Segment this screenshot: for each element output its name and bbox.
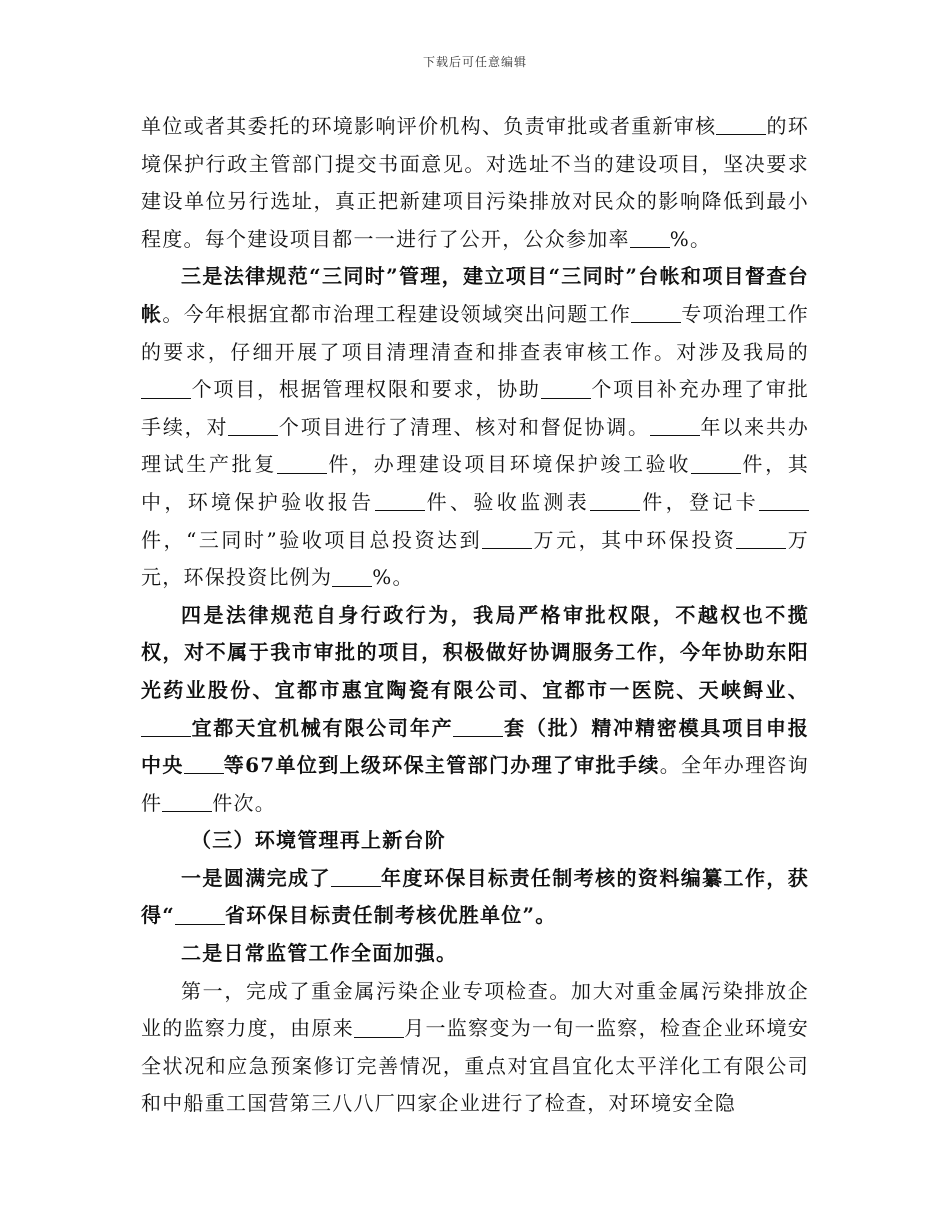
fill-in-blank <box>184 752 224 774</box>
paragraph-5-text: 一是圆满完成了 <box>181 865 331 890</box>
fill-in-blank <box>354 1016 404 1038</box>
section-heading: （三）环境管理再上新台阶 <box>191 828 446 853</box>
paragraph-2-text: 个项目，根据管理权限和要求，协助 <box>191 377 541 402</box>
paragraph-2-text: 专项治理工作的要求，仔细开展了项目清理清查和排查表审核工作。对涉及我局的 <box>141 301 810 364</box>
paragraph-2-text: 件，办理建设项目环境保护竣工验收 <box>326 452 692 477</box>
paragraph-3-bold-text: 四是法律规范自身行政行为，我局严格审批权限，不越权也不揽权，对不属于我市审批的项目，积极做好协调服务工作，今年协助东阳光药业股份、宜都市惠宜陶瓷有限公司、宜都市一医院、天峡鲟业、 <box>141 602 809 702</box>
fill-in-blank <box>175 903 225 925</box>
fill-in-blank <box>162 790 212 812</box>
paragraph-3-bold-text: 宜都天宜机械有限公司年产 <box>191 715 454 740</box>
fill-in-blank <box>631 301 681 323</box>
fill-in-blank <box>541 377 591 399</box>
fill-in-blank <box>590 489 640 511</box>
paragraph-2-text: 件，登记卡 <box>640 489 760 514</box>
fill-in-blank <box>482 527 532 549</box>
paragraph-1-text-c: %。 <box>669 226 712 251</box>
fill-in-blank <box>650 414 700 436</box>
fill-in-blank <box>228 414 278 436</box>
paragraph-3 <box>141 597 809 823</box>
fill-in-blank <box>375 489 425 511</box>
paragraph-6: 二是日常监管工作全面加强。 <box>181 941 458 966</box>
fill-in-blank <box>630 226 670 248</box>
paragraph-5-text: 省环保目标责任制考核优胜单位”。 <box>225 903 557 928</box>
paragraph-1-text-a: 单位或者其委托的环境影响评价机构、负责审批或者重新审核 <box>141 114 717 138</box>
paragraph-3-text: 件次。 <box>212 790 276 815</box>
fill-in-blank <box>453 715 503 737</box>
paragraph-2-text: 。今年根据宜都市治理工程建设领域突出问题工作 <box>162 301 632 326</box>
paragraph-2-text: %。 <box>372 565 414 590</box>
paragraph-2-text: 年以来共办理试生产批复 <box>141 414 810 477</box>
paragraph-7 <box>141 973 809 1123</box>
paragraph-5 <box>141 860 809 935</box>
paragraph-2-text: 件、验收监测表 <box>424 489 591 514</box>
paragraph-2-text: 个项目进行了清理、核对和督促协调。 <box>278 414 650 439</box>
fill-in-blank <box>759 489 809 511</box>
paragraph-1 <box>141 108 809 258</box>
paragraph-2-text: 万元，环保投资比例为 <box>141 527 810 590</box>
paragraph-3-text: 。全年办理咨询件 <box>141 753 810 815</box>
paragraph-3-bold-text: 等67单位到上级环保主管部门办理了审批手续 <box>223 753 660 778</box>
fill-in-blank <box>691 452 741 474</box>
page-header-note: 下载后可任意编辑 <box>422 55 527 69</box>
paragraph-3-bold-text: 套（批）精冲精密模具项目申报中央 <box>141 715 810 778</box>
paragraph-2-text: 件，“三同时”验收项目总投资达到 <box>141 527 483 552</box>
paragraph-1-text-b: 的环境保护行政主管部门提交书面意见。对选址不当的建设项目，坚决要求建设单位另行选址，真正把新建项目污染排放对民众的影响降低到最小程度。每个建设项目都一一进行了公开，公众参加率 <box>141 114 810 251</box>
fill-in-blank <box>331 865 381 887</box>
fill-in-blank <box>277 452 327 474</box>
paragraph-7-text: 月一监察变为一旬一监察，检查企业环境安全状况和应急预案修订完善情况，重点对宜昌宜化太平洋化工有限公司和中船重工国营第三八八厂四家企业进行了检查，对环境安全隐 <box>141 1016 810 1116</box>
fill-in-blank <box>141 377 191 399</box>
fill-in-blank <box>736 527 786 549</box>
fill-in-blank <box>332 565 372 587</box>
fill-in-blank <box>716 113 766 135</box>
fill-in-blank <box>141 715 191 737</box>
paragraph-2-text: 个项目补充办理了审批手续，对 <box>141 377 810 439</box>
paragraph-7-text: 第一，完成了重金属污染企业专项检查。加大对重金属污染排放企业的监察力度，由原来 <box>141 978 809 1041</box>
paragraph-2-text: 万元，其中环保投资 <box>532 527 737 552</box>
paragraph-2 <box>141 258 809 596</box>
document-body <box>141 108 809 1123</box>
paragraph-5-text: 年度环保目标责任制考核的资料编纂工作，获得“ <box>141 865 810 928</box>
paragraph-2-text: 件，其中，环境保护验收报告 <box>141 452 810 514</box>
paragraph-2-lead-heading: 三是法律规范“三同时”管理，建立项目“三同时”台帐和项目督查台帐 <box>141 264 809 326</box>
